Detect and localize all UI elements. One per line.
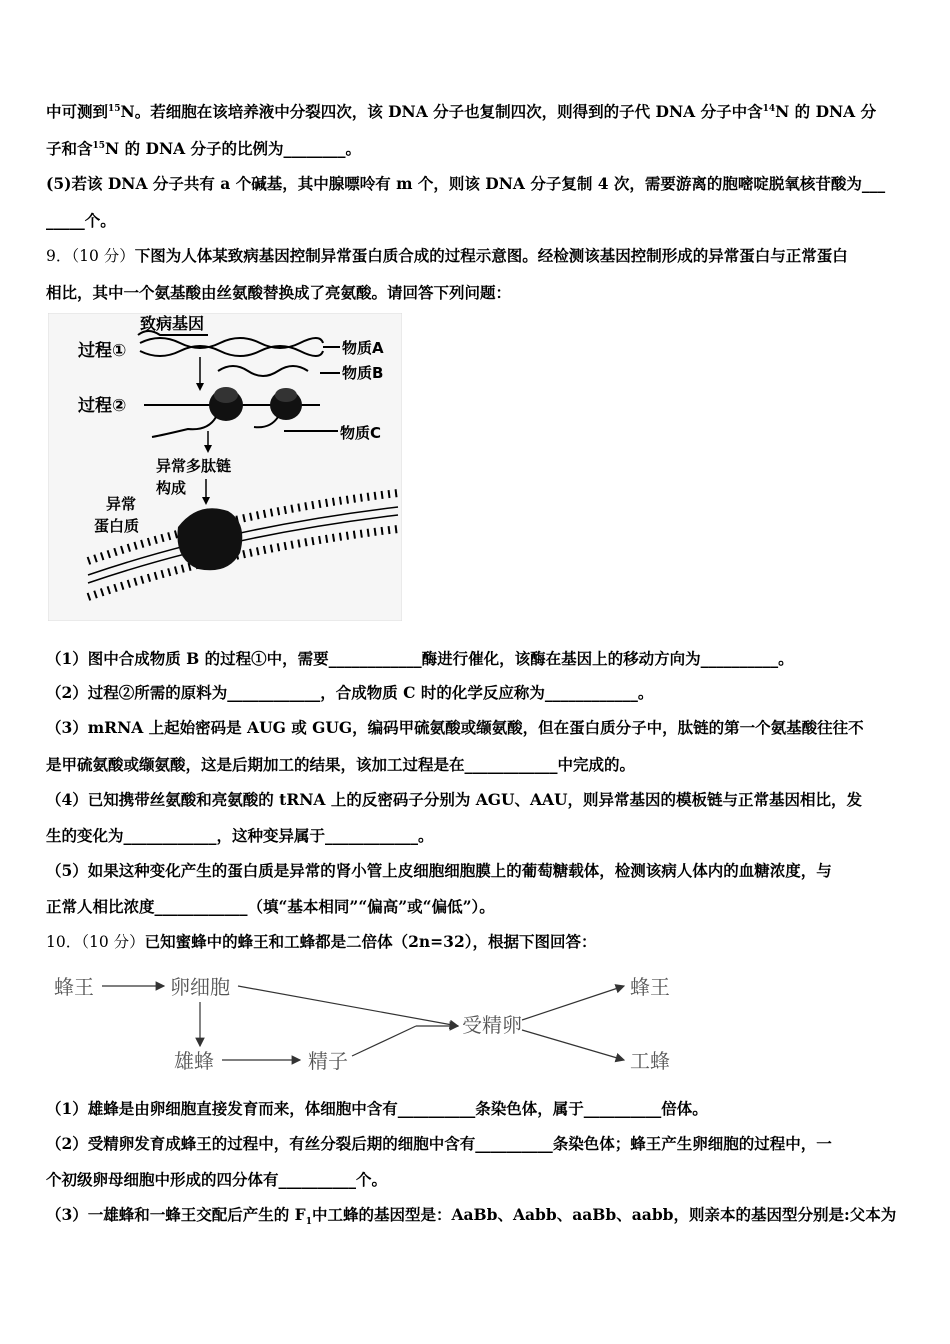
gene-expression-diagram	[48, 313, 402, 621]
text-line-2: 子和含$^{15}$N 的 DNA 分子的比例为________。	[46, 139, 362, 158]
q10-part1: （1）雄蜂是由卵细胞直接发育而来，体细胞中含有__________条染色体，属于__________倍体。	[46, 1099, 708, 1118]
q9-part4-line2: 生的变化为____________，这种变异属于____________。	[46, 826, 434, 845]
q9-part2: （2）过程②所需的原料为____________，合成物质 C 时的化学反应称为____________。	[46, 683, 654, 702]
q10-part3-line1: （3）一雄蜂和一蜂王交配后产生的 $F_1$中工蜂的基因型是：AaBb、Aabb、aaBb、aabb，则亲本的基因型分别是:父本为	[46, 1205, 897, 1228]
question-10-number: 10．（10 分）	[46, 933, 145, 951]
bee-reproduction-diagram	[52, 968, 682, 1078]
q10-part2-line2: 个初级卵母细胞中形成的四分体有__________个。	[46, 1170, 388, 1189]
fig2-worker-label: 工蜂	[630, 1049, 670, 1073]
question-9-heading: 9．（10 分）下图为人体某致病基因控制异常蛋白质合成的过程示意图。经检测该基因控制形成的异常蛋白与正常蛋白	[46, 246, 848, 265]
question-10-heading: 10．（10 分）已知蜜蜂中的蜂王和工蜂都是二倍体（2n=32），根据下图回答：	[46, 932, 597, 951]
fig1-process2-label: 过程②	[78, 396, 127, 416]
question-9-heading-line2: 相比，其中一个氨基酸由丝氨酸替换成了亮氨酸。请回答下列问题：	[46, 283, 512, 302]
fig1-substance-c-label: 物质C	[340, 424, 382, 442]
fig2-queen-label: 蜂王	[54, 975, 94, 999]
fig1-substance-b-label: 物质B	[342, 364, 384, 382]
q9-part3-line2: 是甲硫氨酸或缬氨酸，这是后期加工的结果，该加工过程是在____________中完成的。	[46, 755, 636, 774]
fig1-polypeptide-label: 异常多肽链	[156, 457, 232, 475]
fig2-sperm-label: 精子	[308, 1049, 348, 1073]
q9-part1: （1）图中合成物质 B 的过程①中，需要____________酶进行催化，该酶在基因上的移动方向为__________。	[46, 649, 794, 668]
text-line-3: (5)若该 DNA 分子共有 a 个碱基，其中腺嘌呤有 m 个，则该 DNA 分子复制 4 次，需要游离的胞嘧啶脱氧核苷酸为___	[46, 174, 886, 193]
fig1-protein-label-1: 异常	[106, 495, 137, 513]
q9-part4-line1: （4）已知携带丝氨酸和亮氨酸的 tRNA 上的反密码子分别为 AGU、AAU，则异常基因的模板链与正常基因相比，发	[46, 790, 863, 809]
fig1-protein-label-2: 蛋白质	[94, 517, 140, 535]
q9-part5-line1: （5）如果这种变化产生的蛋白质是异常的肾小管上皮细胞细胞膜上的葡萄糖载体，检测该病人体内的血糖浓度，与	[46, 861, 832, 880]
fig2-zygote-label: 受精卵	[462, 1013, 522, 1037]
fig1-gene-label: 致病基因	[140, 314, 205, 333]
fig1-substance-a-label: 物质A	[342, 339, 384, 357]
q9-part5-line2: 正常人相比浓度____________（填“基本相同”“偏高”或“偏低”）。	[46, 897, 495, 916]
fig1-process1-label: 过程①	[78, 341, 127, 361]
fig2-drone-label: 雄蜂	[174, 1049, 214, 1073]
fig2-queen2-label: 蜂王	[630, 975, 670, 999]
text-line-4: _____个。	[46, 211, 116, 230]
question-9-number: 9．（10 分）	[46, 247, 135, 265]
q9-part3-line1: （3）mRNA 上起始密码是 AUG 或 GUG，编码甲硫氨酸或缬氨酸，但在蛋白质分子中，肽链的第一个氨基酸往往不	[46, 718, 864, 737]
text-line-1: 中可测到$^{15}$N。若细胞在该培养液中分裂四次，该 DNA 分子也复制四次，则得到的子代 DNA 分子中含$^{14}$N 的 DNA 分	[46, 102, 877, 121]
fig1-form-label: 构成	[156, 479, 187, 497]
q10-part2-line1: （2）受精卵发育成蜂王的过程中，有丝分裂后期的细胞中含有__________条染色体；蜂王产生卵细胞的过程中，一	[46, 1134, 832, 1153]
fig2-egg-label: 卵细胞	[170, 975, 230, 999]
